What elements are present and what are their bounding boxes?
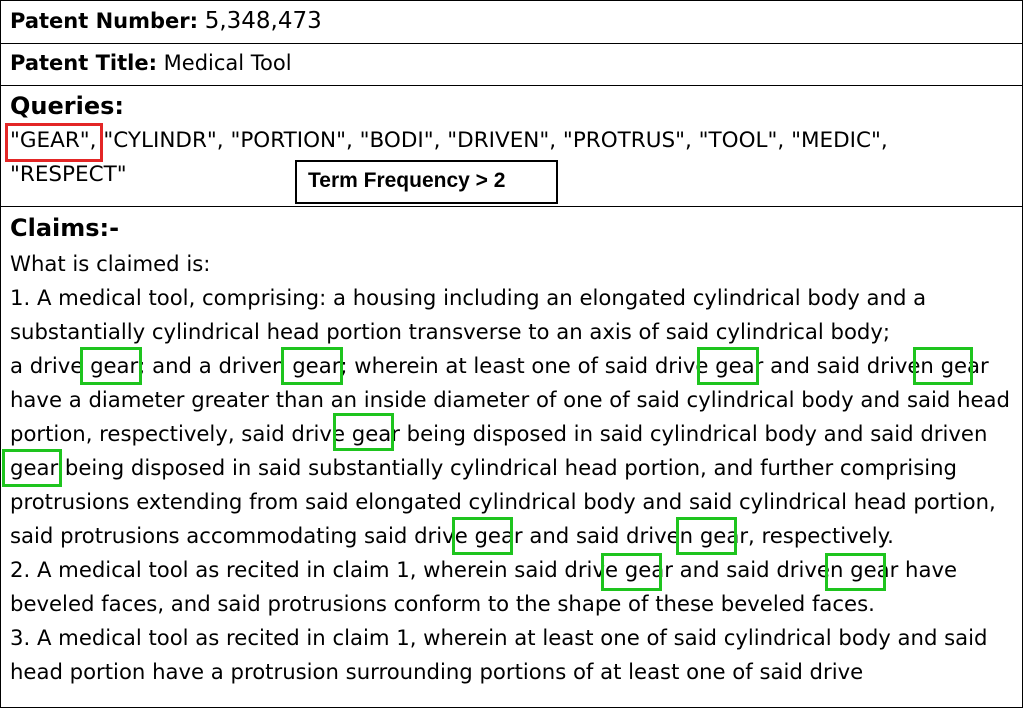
queries-line-1: "GEAR", "CYLINDR", "PORTION", "BODI", "DRIVEN", "PROTRUS", "TOOL", "MEDIC",: [10, 128, 888, 153]
gear-match-highlight: [2, 449, 62, 487]
gear-match-highlight: [825, 553, 886, 591]
queries-line-2: "RESPECT": [10, 162, 127, 187]
claim-line: gear being disposed in said substantially cylindrical head portion, and further comprising: [10, 455, 957, 480]
query-term-highlight: [5, 123, 103, 162]
gear-match-highlight: [697, 347, 759, 385]
patent-number-line: [10, 8, 322, 34]
claim-line: 1. A medical tool, comprising: a housing including an elongated cylindrical body and a: [10, 285, 927, 310]
claim-line: protrusions extending from said elongated cylindrical body and said cylindrical head portion,: [10, 489, 996, 514]
gear-match-highlight: [281, 347, 343, 385]
claim-line: 2. A medical tool as recited in claim 1, wherein said drive gear and said driven gear have: [10, 557, 958, 582]
claim-line: head portion have a protrusion surrounding portions of at least one of said drive: [10, 659, 864, 684]
gear-match-highlight: [913, 347, 973, 385]
gear-match-highlight: [452, 517, 513, 555]
queries-heading: Queries:: [10, 92, 124, 120]
term-frequency-note: Term Frequency > 2: [295, 160, 558, 204]
queries-section: [1, 86, 1022, 207]
gear-match-highlight: [80, 347, 142, 385]
claim-line: portion, respectively, said drive gear being disposed in said cylindrical body and said driven: [10, 421, 988, 446]
patent-title-row: [1, 44, 1022, 86]
patent-title-label: Patent Title:: [10, 51, 157, 75]
claim-line: What is claimed is:: [10, 251, 211, 276]
claim-line: a drive gear; and a driven gear; wherein at least one of said drive gear and said driven gear: [10, 353, 989, 378]
patent-title-line: [10, 51, 292, 75]
claim-line: beveled faces, and said protrusions conform to the shape of these beveled faces.: [10, 591, 875, 616]
claims-heading: Claims:-: [10, 214, 120, 242]
claim-line: have a diameter greater than an inside diameter of one of said cylindrical body and said head: [10, 387, 1010, 412]
gear-match-highlight: [676, 517, 737, 555]
claims-section: [1, 207, 1022, 707]
patent-number-value: 5,348,473: [204, 8, 322, 34]
patent-title-value: Medical Tool: [163, 51, 292, 75]
gear-match-highlight: [333, 413, 394, 451]
claim-line: substantially cylindrical head portion transverse to an axis of said cylindrical body;: [10, 319, 891, 344]
gear-match-highlight: [601, 553, 662, 591]
patent-number-label: Patent Number:: [10, 9, 199, 33]
patent-number-row: [1, 1, 1022, 44]
claim-line: 3. A medical tool as recited in claim 1, wherein at least one of said cylindrical body and said: [10, 625, 988, 650]
claim-line: said protrusions accommodating said drive gear and said driven gear, respectively.: [10, 523, 894, 548]
